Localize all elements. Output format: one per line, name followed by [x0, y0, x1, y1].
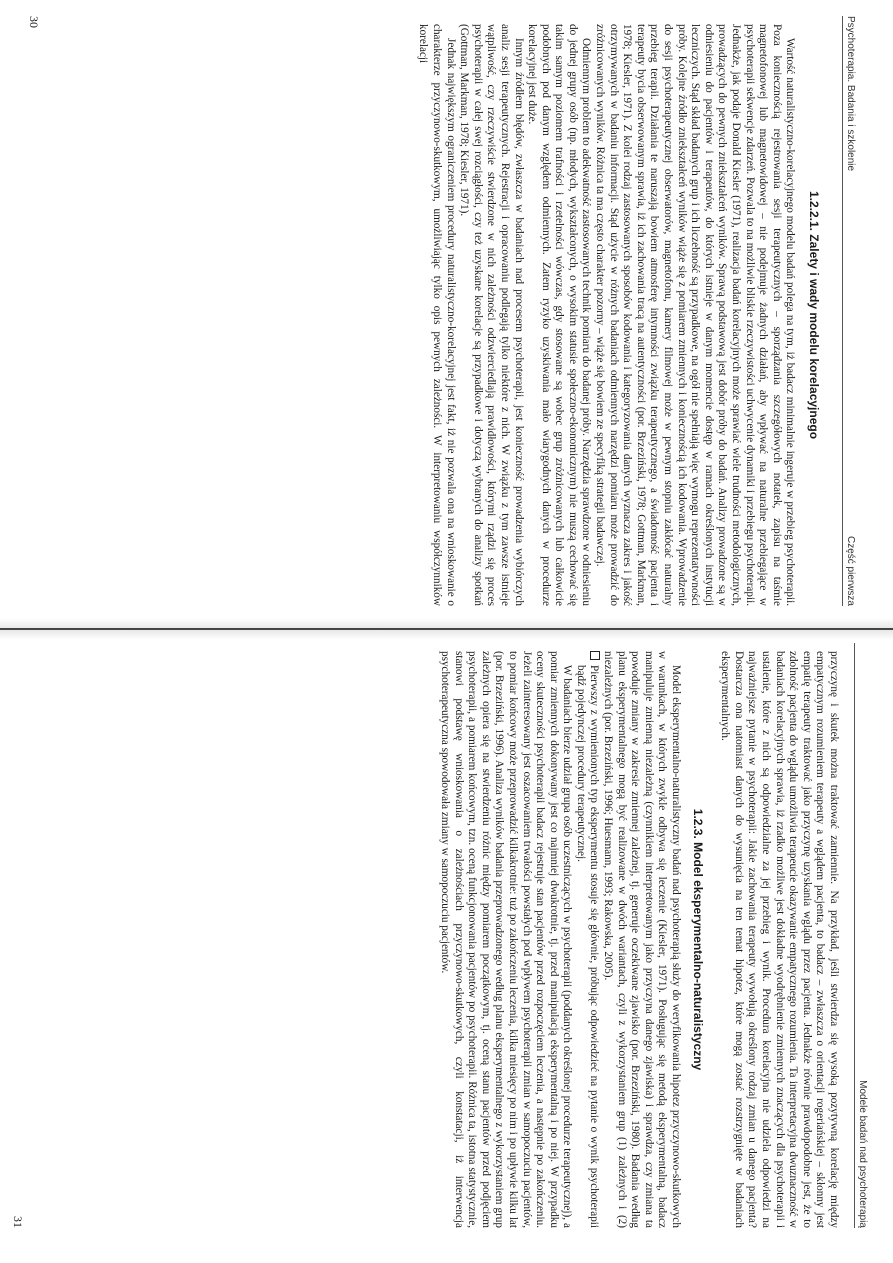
page-number: 30	[27, 16, 41, 28]
paragraph: Model eksperymentalno-naturalistyczny badań nad psychoterapią służy do weryfikowania hipotez przyczynowo-skutkowych w warunkach, w których zwykle odbywa się leczenie (Kiesler, 1971). Posługując się metodą eksperymentalną, badacz manipuluje zmienną niezależną (czynnikiem interpretowanym jako przyczyna danego zjawiska) i sprawdza, czy zmiana ta powoduje zmiany w zakresie zmiennej zależnej, tj. generuje oczekiwane zjawisko (por. Brzeziński, 1980). Badania według planu eksperymentalnego mogą być realizowane w dwóch wariantach, czyli z wykorzystaniem grup (1) zależnych i (2) niezależnych (por. Brzeziński, 1996; Huesmann, 1993; Rakowska, 2005).	[602, 651, 683, 1228]
book-gutter-line	[0, 628, 893, 630]
paragraph: przyczynę i skutek można traktować zamiennie. Na przykład, jeśli stwierdza się wysoką pozytywną korelację między empatycznym rozumieniem terapeuty a wglądem pacjenta, to badacz – zwłaszcza o orientacji rogeriańskiej – skłonny jest empatię terapeuty traktować jako przyczynę uzyskania wglądu przez pacjenta. Jednakże równie prawdopodobne jest, że to zdolność pacjenta do wglądu umożliwia terapeucie okazywanie empatycznego rozumienia. Ta interpretacyjna dwuznaczność w badaniach korelacyjnych sprawia, iż rzadko możliwe jest dokładne wyodrębnienie zmiennych znaczących dla psychoterapii i ustalenie, które z nich są odpowiedzialne za jej przebieg i wynik. Procedura korelacyjna nie udziela odpowiedzi na najważniejsze pytanie w psychoterapii: Jakie zachowania terapeuty wywołują określony rodzaj zmian u danego pacjenta? Dostarcza ona natomiast danych do wysunięcia na ten temat hipotez, które mogą zostać rozstrzygnięte w badaniach eksperymentalnych.	[719, 651, 840, 1228]
page-number: 31	[11, 1216, 25, 1228]
right-page	[11, 643, 868, 1228]
paragraph: Odmiennym problem to adekwatność zastosowanych technik pomiaru do badanej próby. Narzędzia sprawdzone w odniesieniu do jednej grupy osób (np. młodych, wykształconych, o wysokim statusie społeczno-ekonomicznym) nie muszą cechować się takim samym poziomem trafności i rzetelności wówczas, gdy stosowane są wobec grup zróżnicowanych lub całkowicie podobnych pod danym względem odmiennych. Zatem ryzyko uzyskiwania mało wiarygodnych danych w procedurze korelacyjnej jest duże.	[526, 24, 593, 606]
left-page-body	[416, 24, 820, 606]
right-running-head	[854, 643, 868, 1228]
running-head-chapter: Modele badań nad psychoterapią	[857, 1080, 868, 1228]
running-head-part: Część pierwsza	[845, 535, 856, 606]
left-running-head	[842, 16, 856, 606]
paragraph: Jednak największym ograniczeniem procedury naturalistyczno-korelacyjnej jest fakt, iż nie pozwala ona na wnioskowanie o charakterze przyczynowo-skutkowym, umożliwiając tylko opis pewnych zależności. W interpretowaniu współczynników korelacji	[417, 24, 457, 606]
section-title-1-2-3: 1.2.3. Model eksperymentalno-naturalistyczny	[690, 808, 705, 1071]
left-page	[27, 16, 856, 606]
checkbox-bullet-icon	[591, 651, 601, 660]
paragraph: Wartość naturalistyczno-korelacyjnego modelu badań polega na tym, iż badacz minimalnie ingeruje w przebieg psychoterapii. Poza koniecznością rejestrowania sesji terapeutycznych – sporządzania szczegółowych notatek, zapisu na taśmie magnetofonowej lub magnetowidowej – nie podejmuje żadnych działań, aby wpływać na naturalne przebiegające w psychoterapii sekwencje zdarzeń. Pozwala to na możliwie bliskie rzeczywistości uchwycenie dynamiki i przebiegu psychoterapii. Jednakże, jak podaje Donald Kiesler (1971), realizacja badań korelacyjnych może sprawiać wiele trudności metodologicznych, prowadzących do pewnych zniekształceń wyników. Sprawą podstawową jest dobór próby do badań. Analizy prowadzone są w odniesieniu do pacjentów i terapeutów, do których istnieje w danym momencie dostęp w ramach określonych instytucji leczniczych. Stąd skład badanych grup i ich liczebność są przypadkowe, na ogół nie spełniają więc wymogu reprezentatywności próby. Kolejne źródło zniekształceń wyników wiąże się z pomiarem zmiennych i koniecznością ich kodowania. Wprowadzenie do sesji psychoterapeutycznej obserwatorów, magnetofonu, kamery filmowej może w pewnym stopniu zakłócać naturalny przebieg terapii. Działania te naruszają bowiem atmosferę intymności związku terapeutycznego, a świadomość pacjenta i terapeuty bycia obserwowanym sprawia, iż ich zachowania tracą na autentyczności (por. Brzeziński, 1978; Gottman, Markman, 1978; Kiesler, 1971). Z kolei rodzaj zastosowanych sposobów kodowania i kategoryzowania danych wyznacza zakres i jakość otrzymywanych w badaniu informacji. Stąd użycie w różnych badaniach odmiennych narzędzi pomiaru może prowadzić do zróżnicowanych wyników. Różnica ta ma często charakter pozorny – wiąże się bowiem ze specyfiką strategii badawczej.	[594, 24, 797, 606]
section-title-1-2-2-1: 1.2.2.1. Zalety i wady modelu korelacyjnego	[807, 190, 821, 440]
bullet-paragraph	[573, 651, 600, 1228]
running-head-book-title: Psychoterapia. Badania i szkolenie	[845, 16, 856, 172]
bullet-text: Pierwszy z wymienionych typ eksperymentu stosuje się głównie, próbując odpowiedzieć na pytanie o wynik psychoterapii bądź pojedynczej procedury terapeutycznej.	[574, 665, 601, 1228]
paragraph: W badaniach bierze udział grupa osób uczestniczących w psychoterapii (poddanych określonej procedurze terapeutycznej), a pomiar zmiennych dokonywany jest co najmniej dwukrotnie, tj. przed manipulacją eksperymentalną i po niej. W przypadku oceny skuteczności psychoterapii badacz rejestruje stan pacjentów przed rozpoczęciem leczenia, a następnie po zakończeniu. Jeżeli zainteresowany jest oszacowaniem trwałości powstałych pod wpływem psychoterapii zmian w samopoczuciu pacjentów, to pomiar końcowy może przeprowadzić kilkakrotnie: tuż po zakończeniu leczenia, kilka miesięcy po nim i po upływie kilku lat (por. Brzeziński, 1996). Analiza wyników badania przeprowadzonego według planu eksperymentalnego z wykorzystaniem grup zależnych opiera się na stwierdzeniu różnic między pomiarem początkowym, tj. oceną stanu pacjentów przed podjęciem psychoterapii, a pomiarem końcowym, tzn. oceną funkcjonowania pacjentów po psychoterapii. Różnica ta, istotna statystycznie, stanowi podstawę wnioskowania o zależnościach przyczynowo-skutkowych, czyli konstatacji, iż interwencja psychoterapeutyczna spowodowała zmiany w samopoczuciu pacjentów.	[438, 651, 574, 1228]
paragraph: Innym źródłem błędów, zwłaszcza w badaniach nad procesem psychoterapii, jest konieczność prowadzenia wybiórczych analiz sesji terapeutycznych. Rejestracji i opracowaniu podlegają tylko niektóre z nich. W związku z tym zawsze istnieje wątpliwość, czy rzeczywiście stwierdzone w nich zależności odzwierciedlają prawidłowości, którymi rządzi się proces psychoterapii w całej swej rozciągłości, czy też uzyskane korelacje są przypadkowe i dotyczą wybranych do analizy spotkań (Gottman, Markman, 1978; Kiesler, 1971).	[458, 24, 525, 606]
right-page-body	[437, 651, 840, 1228]
